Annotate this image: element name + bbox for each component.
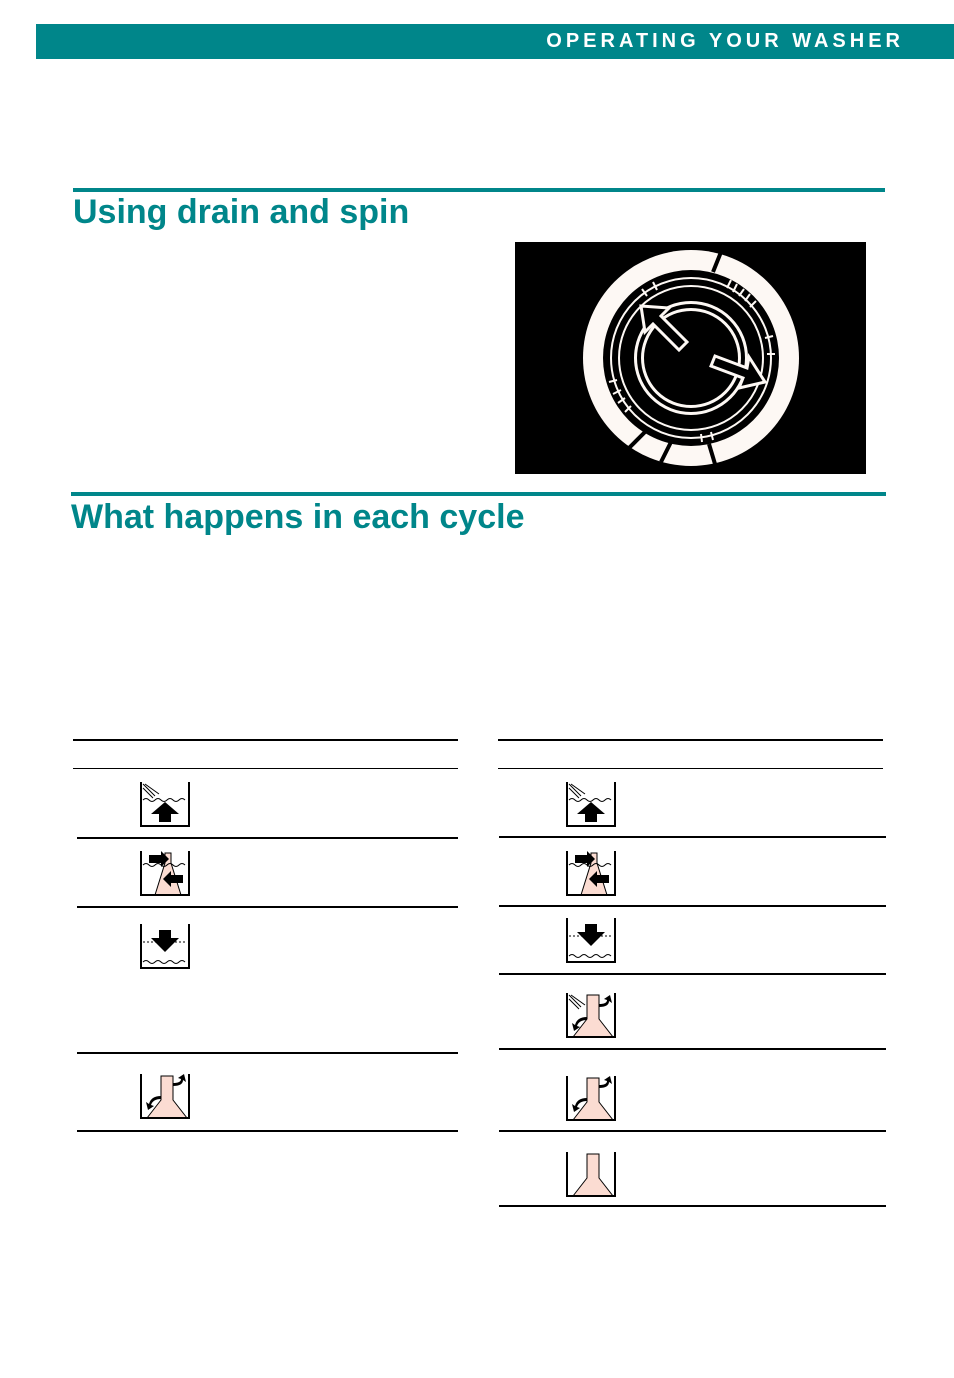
fill-icon bbox=[563, 780, 619, 830]
left-table-top-rule bbox=[73, 739, 458, 741]
drain-icon bbox=[563, 916, 619, 966]
right-table-row-rule bbox=[499, 1048, 886, 1050]
left-table-row-rule bbox=[77, 1052, 458, 1054]
right-table-row-rule bbox=[499, 836, 886, 838]
agitate-icon bbox=[137, 849, 193, 899]
left-table-header-rule bbox=[73, 768, 458, 769]
right-table-row-rule bbox=[499, 1205, 886, 1207]
right-table-row-rule bbox=[499, 1130, 886, 1132]
stop-icon bbox=[563, 1150, 619, 1200]
spray-rinse-spin-icon bbox=[563, 991, 619, 1041]
spin-icon bbox=[563, 1074, 619, 1124]
control-dial-image bbox=[515, 242, 866, 474]
drain-icon bbox=[137, 922, 193, 972]
page-header-title: OPERATING YOUR WASHER bbox=[546, 30, 904, 52]
left-table-row-rule bbox=[77, 906, 458, 908]
left-table-row-rule bbox=[77, 837, 458, 839]
section-rule-drain-spin bbox=[73, 188, 885, 192]
header-bar bbox=[36, 24, 954, 59]
left-table-row-rule bbox=[77, 1130, 458, 1132]
section-title-cycles: What happens in each cycle bbox=[71, 498, 525, 536]
right-table-header-rule bbox=[498, 768, 883, 769]
section-rule-cycles bbox=[71, 492, 886, 496]
fill-icon bbox=[137, 780, 193, 830]
agitate-icon bbox=[563, 849, 619, 899]
spin-icon bbox=[137, 1072, 193, 1122]
section-title-drain-spin: Using drain and spin bbox=[73, 193, 410, 231]
right-table-row-rule bbox=[499, 973, 886, 975]
right-table-top-rule bbox=[498, 739, 883, 741]
right-table-row-rule bbox=[499, 905, 886, 907]
